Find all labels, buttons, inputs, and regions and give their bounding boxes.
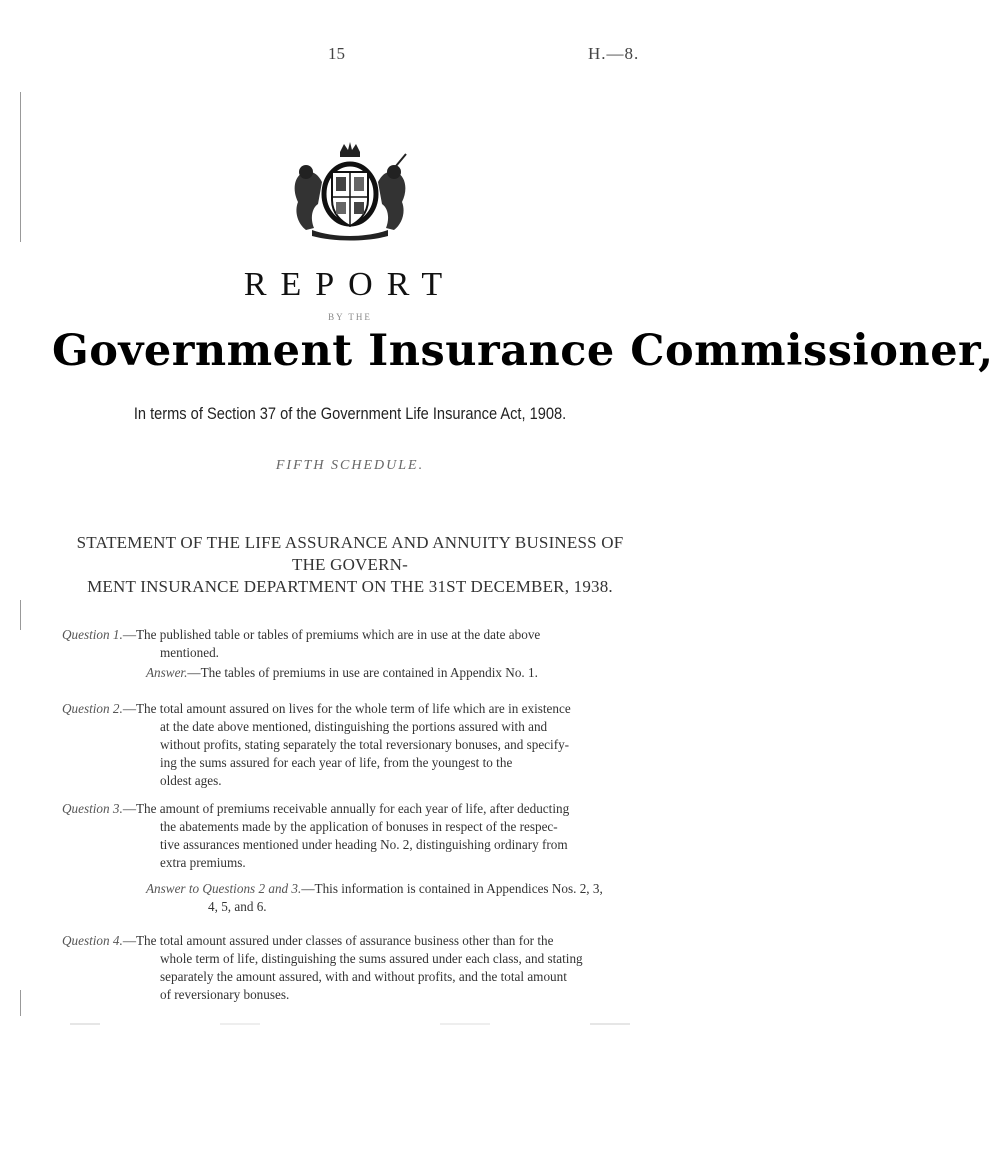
question-label: Question 3. (62, 801, 123, 816)
question-text-line: oldest ages. (160, 773, 222, 788)
scan-artifact-marks (60, 1020, 650, 1028)
question-text-line: The amount of premiums receivable annually for each year of life, after deducting (136, 801, 570, 816)
answer-1: Answer.—The tables of premiums in use are contained in Appendix No. 1. (146, 665, 538, 680)
schedule-label: FIFTH SCHEDULE. (275, 458, 425, 473)
margin-rule (20, 990, 21, 1016)
question-text-line: without profits, stating separately the total reversionary bonuses, and specify- (160, 737, 570, 752)
question-text-line: The published table or tables of premiums which are in use at the date above (136, 627, 541, 642)
answer-text-line: 4, 5, and 6. (208, 899, 267, 914)
question-label: Question 1. (62, 627, 123, 642)
question-text-line: The total amount assured under classes of assurance business other than for the (136, 933, 554, 948)
report-heading: REPORT (243, 266, 457, 303)
answer-label: Answer to Questions 2 and 3. (146, 881, 302, 896)
question-text-line: whole term of life, distinguishing the sums assured under each class, and stating (160, 951, 583, 966)
question-text-line: of reversionary bonuses. (160, 987, 290, 1002)
margin-rule (20, 92, 21, 242)
question-text-line: extra premiums. (160, 855, 246, 870)
question-text-line: mentioned. (160, 645, 219, 660)
question-text-line: separately the amount assured, with and without profits, and the total amount (160, 969, 567, 984)
page-number: 15 (328, 44, 345, 63)
question-2: Question 2.—The total amount assured on lives for the whole term of life which are in existence at the date above mentioned, distinguishing the portions assured with and without profits, stating separately the total reversionary bonuses, and specify- ing the sums assured for each year of life, from the youngest to the oldest ages. (62, 700, 642, 790)
answer-text-line: This information is contained in Appendices Nos. 2, 3, (314, 881, 603, 896)
question-text-line: The total amount assured on lives for the whole term of life which are in existence (136, 701, 571, 716)
question-text-line: the abatements made by the application of bonuses in respect of the respec- (160, 819, 558, 834)
answer-2-3: Answer to Questions 2 and 3.—This information is contained in Appendices Nos. 2, 3, 4, 5, and 6. (146, 880, 646, 916)
answer-text-line: The tables of premiums in use are contained in Appendix No. 1. (200, 665, 538, 680)
by-the-label: BY THE (328, 312, 372, 322)
statement-heading (58, 532, 642, 598)
question-text-line: tive assurances mentioned under heading No. 2, distinguishing ordinary from (160, 837, 568, 852)
statement-line: STATEMENT OF THE LIFE ASSURANCE AND ANNUITY BUSINESS OF THE GOVERN- (76, 533, 624, 574)
question-4: Question 4.—The total amount assured under classes of assurance business other than for the whole term of life, distinguishing the sums assured under each class, and stating separately the amount assured, with and without profits, and the total amount of reversionary bonuses. (62, 932, 642, 1004)
question-label: Question 2. (62, 701, 123, 716)
question-1: Question 1.—The published table or tables of premiums which are in use at the date above mentioned. (62, 626, 642, 662)
margin-rule (20, 600, 21, 630)
royal-coat-of-arms-icon (284, 142, 416, 238)
answer-label: Answer. (146, 665, 188, 680)
question-label: Question 4. (62, 933, 123, 948)
question-3: Question 3.—The amount of premiums receivable annually for each year of life, after deducting the abatements made by the application of bonuses in respect of the respec- tive assurances mentioned under heading No. 2, distinguishing ordinary from extra premiums. (62, 800, 642, 872)
document-reference: H.—8. (588, 44, 640, 63)
statement-line: MENT INSURANCE DEPARTMENT ON THE 31ST DECEMBER, 1938. (87, 577, 613, 596)
commissioner-heading: Government Insurance Commissioner, (52, 326, 994, 376)
terms-line: In terms of Section 37 of the Government Life Insurance Act, 1908. (133, 404, 567, 423)
question-text-line: at the date above mentioned, distinguishing the portions assured with and (160, 719, 548, 734)
question-text-line: ing the sums assured for each year of life, from the youngest to the (160, 755, 513, 770)
